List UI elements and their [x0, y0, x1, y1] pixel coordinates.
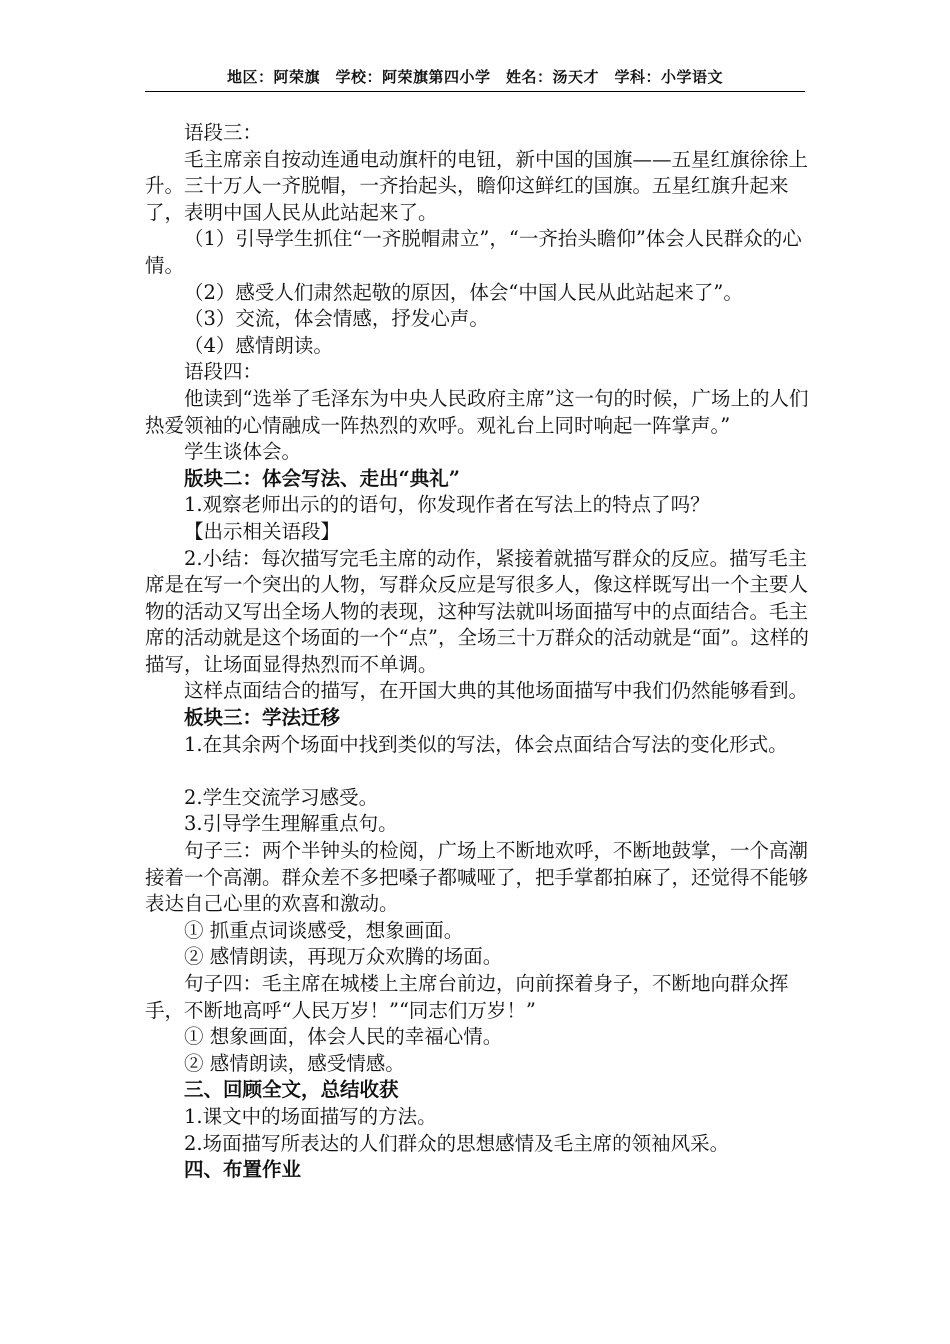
paragraph: 2.小结：每次描写完毛主席的动作，紧接着就描写群众的反应。描写毛主席是在写一个突出的人物，写群众反应是写很多人，像这样既写出一个主要人物的活动又写出全场人物的表现，这种写法就叫场面描写中的点面结合。毛主席的活动就是这个场面的一个“点”，全场三十万群众的活动就是“面”。这样的描写，让场面显得热烈而不单调。 [145, 546, 809, 676]
list-item: （3）交流，体会情感，抒发心声。 [184, 307, 489, 331]
section-heading: 版块二：体会写法、走出“典礼” [184, 466, 460, 490]
list-item: （1）引导学生抓住“一齐脱帽肃立”，“一齐抬头瞻仰”体会人民群众的心情。 [145, 227, 802, 277]
list-item: ② 感情朗读，再现万众欢腾的场面。 [184, 945, 503, 969]
paragraph: 1.课文中的场面描写的方法。 [184, 1104, 437, 1128]
list-item: （2）感受人们肃然起敬的原因，体会“中国人民从此站起来了”。 [184, 280, 743, 304]
paragraph-label: 语段三： [184, 121, 263, 144]
paragraph: 学生谈体会。 [184, 440, 302, 464]
section-heading: 四、布置作业 [184, 1158, 302, 1182]
quoted-passage: 毛主席亲自按动连通电动旗杆的电钮，新中国的国旗——五星红旗徐徐上升。三十万人一齐脱帽，一齐抬起头，瞻仰这鲜红的国旗。五星红旗升起来了，表明中国人民从此站起来了。 [145, 147, 809, 224]
document-body [145, 120, 810, 1184]
quoted-passage: 他读到“选举了毛泽东为中央人民政府主席”这一句的时候，广场上的人们热爱领袖的心情融成一阵热烈的欢呼。观礼台上同时响起一阵掌声。” [145, 386, 809, 437]
paragraph: 句子三：两个半钟头的检阅，广场上不断地欢呼，不断地鼓掌，一个高潮接着一个高潮。群众差不多把嗓子都喊哑了，把手掌都拍麻了，还觉得不能够表达自己心里的欢喜和激动。 [145, 839, 809, 916]
paragraph: 【出示相关语段】 [184, 519, 341, 543]
list-item: （4）感情朗读。 [184, 333, 333, 357]
section-heading: 三、回顾全文，总结收获 [184, 1078, 399, 1102]
paragraph-label: 语段四： [184, 360, 263, 384]
section-heading: 板块三：学法迁移 [184, 706, 341, 730]
list-item: ① 想象画面，体会人民的幸福心情。 [184, 1025, 503, 1049]
paragraph: 2.场面描写所表达的人们群众的思想感情及毛主席的领袖风采。 [184, 1131, 730, 1155]
list-item: ② 感情朗读，感受情感。 [184, 1051, 405, 1075]
blank-line [145, 758, 810, 785]
paragraph: 2.学生交流学习感受。 [184, 785, 379, 809]
paragraph: 句子四：毛主席在城楼上主席台前边，向前探着身子，不断地向群众挥手，不断地高呼“人民万岁！”“同志们万岁！” [145, 972, 789, 1022]
paragraph: 3.引导学生理解重点句。 [184, 812, 398, 836]
paragraph: 1.观察老师出示的的语句，你发现作者在写法上的特点了吗？ [184, 493, 710, 517]
page-header: 地区：阿荣旗 学校：阿荣旗第四小学 姓名：汤天才 学科：小学语文 [145, 66, 805, 92]
list-item: ① 抓重点词谈感受，想象画面。 [184, 918, 464, 942]
paragraph: 这样点面结合的描写，在开国大典的其他场面描写中我们仍然能够看到。 [184, 679, 809, 703]
paragraph: 1.在其余两个场面中找到类似的写法，体会点面结合写法的变化形式。 [184, 732, 788, 756]
